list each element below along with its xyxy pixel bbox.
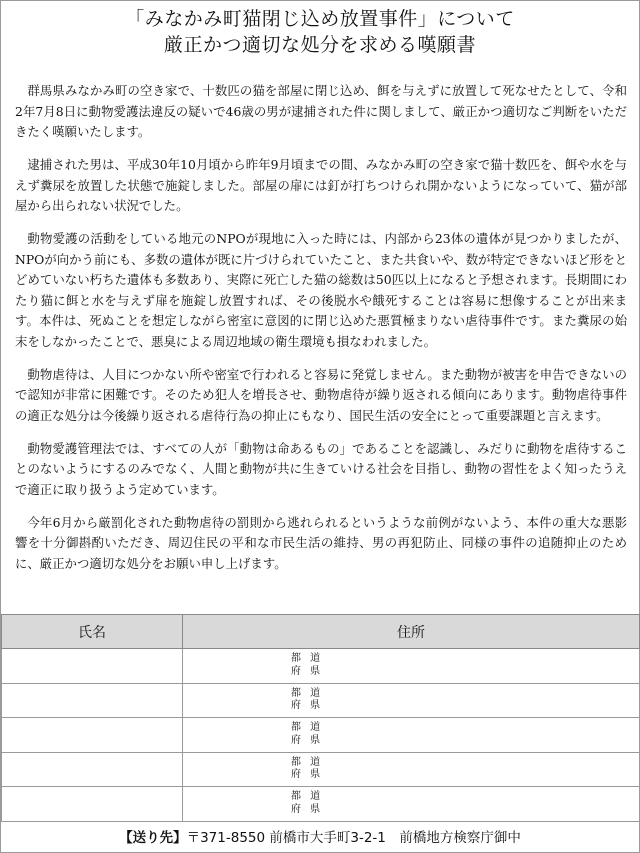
address-cell[interactable] [183, 787, 640, 822]
address-cell[interactable] [183, 752, 640, 787]
pref-line-1: 都 道 [291, 653, 324, 664]
pref-line-1: 都 道 [291, 756, 324, 768]
name-cell[interactable] [2, 787, 183, 822]
footer-address: 〒371-8550 前橋市大手町3-2-1 前橋地方検察庁御中 [186, 830, 521, 846]
signature-row [2, 718, 640, 753]
signature-row [2, 752, 640, 787]
pref-line-2: 府 県 [291, 700, 324, 711]
signature-table [1, 614, 640, 822]
prefecture-label [291, 688, 323, 713]
name-cell[interactable] [2, 718, 183, 753]
name-cell[interactable] [2, 649, 183, 684]
paragraph: 今年6月から厳罰化された動物虐待の罰則から逃れられるというような前例がないよう、本件の重大な悪影響を十分御斟酌いただき、周辺住民の平和な市民生活の維持、男の再犯防止、同様の事件の追随抑止のために、厳正かつ適切な処分をお願い申し上げます。 [15, 514, 627, 571]
signature-row [2, 787, 640, 822]
pref-line-2: 府 県 [291, 769, 324, 780]
signature-header-row [2, 615, 640, 649]
prefecture-label [291, 722, 323, 747]
pref-line-2: 府 県 [291, 803, 324, 815]
name-cell[interactable] [2, 752, 183, 787]
pref-line-2: 府 県 [291, 665, 324, 677]
prefecture-label [291, 791, 323, 816]
title-line-1: 「みなかみ町猫閉じ込め放置事件」について [125, 8, 515, 30]
signature-row [2, 683, 640, 718]
paragraph: 逮捕された男は、平成30年10月頃から昨年9月頃までの間、みなかみ町の空き家で猫十数匹を、餌や水を与えず糞尿を放置した状態で施錠しました。部屋の扉には釘が打ちつけられ開かないようになっていて、猫が部屋から出られない状況でした。 [15, 157, 627, 213]
pref-line-1: 都 道 [291, 687, 324, 699]
paragraph: 動物愛護管理法では、すべての人が「動物は命あるもの」であることを認識し、みだりに動物を虐待することのないようにするのみでなく、人間と動物が共に生きていける社会を目指し、動物の習性をよく知ったうえで適正に取り扱うよう定めています。 [15, 440, 627, 497]
name-cell[interactable] [2, 683, 183, 718]
address-column-header: 住所 [183, 615, 640, 649]
prefecture-label [291, 757, 323, 782]
petition-body [15, 81, 627, 587]
paragraph: 群馬県みなかみ町の空き家で、十数匹の猫を部屋に閉じ込め、餌を与えずに放置して死なせたとして、令和2年7月8日に動物愛護法違反の疑いで46歳の男が逮捕された件に関しまして、厳正かつ適切なご判断をいただきたく嘆願いたします。 [15, 83, 627, 139]
name-column-header: 氏名 [2, 615, 183, 649]
address-cell[interactable] [183, 649, 640, 684]
paragraph: 動物虐待は、人目につかない所や密室で行われると容易に発覚しません。また動物が被害を申告できないので認知が非常に困難です。そのため犯人を増長させ、動物虐待が繰り返される傾向にあります。動物虐待事件の適正な処分は今後繰り返される虐待行為の抑止にもなり、国民生活の安全にとって重要課題と言えます。 [15, 366, 627, 423]
paragraph: 動物愛護の活動をしている地元のNPOが現地に入った時には、内部から23体の遺体が見つかりましたが、NPOが向かう前にも、多数の遺体が既に片づけられていたこと、また共食いや、数が特定できないほど形をとどめていない朽ちた遺体も多数あり、実際に死亡した猫の総数は50匹以上になると予想されます。長期間にわたり猫に餌と水を与えず扉を施錠し放置すれば、その後脱水や餓死することは容易に想像することが出来ます。本件は、死ぬことを想定しながら密室に意図的に閉じ込めた悪質極まりない虐待事件です。また糞尿の始末をしなかったことで、悪臭による周辺地域の衛生環境も損なわれました。 [15, 231, 627, 349]
footer-label: 【送り先】 [119, 830, 187, 846]
pref-line-2: 府 県 [291, 734, 324, 746]
title-line-2: 厳正かつ適切な処分を求める嘆願書 [163, 34, 476, 56]
address-cell[interactable] [183, 718, 640, 753]
pref-line-1: 都 道 [291, 791, 324, 802]
pref-line-1: 都 道 [291, 722, 324, 733]
signature-row [2, 649, 640, 684]
address-cell[interactable] [183, 683, 640, 718]
prefecture-label [291, 653, 323, 678]
mailing-address-footer [1, 824, 639, 852]
